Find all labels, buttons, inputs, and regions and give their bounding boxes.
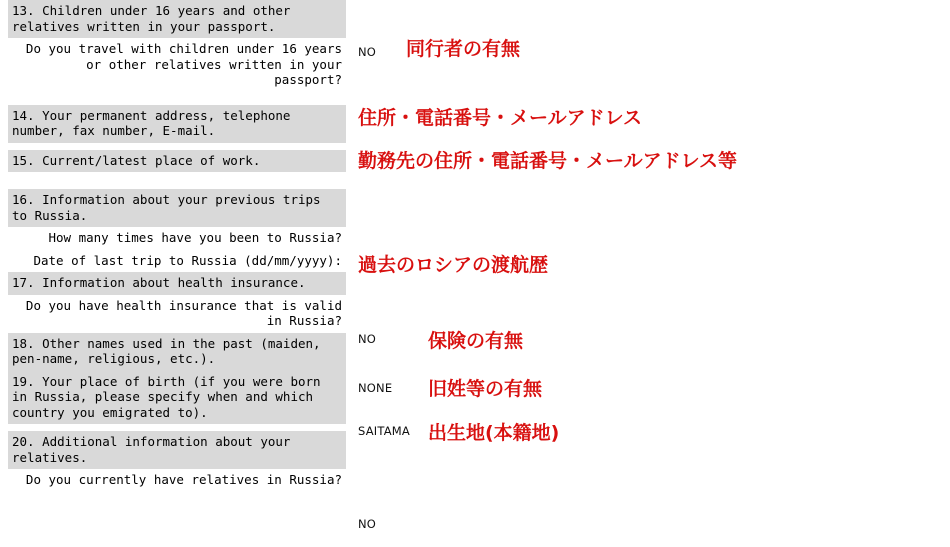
annotation-question-16: 過去のロシアの渡航歴 [358,254,549,276]
annotation-question-19: 出生地(本籍地) [428,422,560,444]
question-17-heading: 17. Information about health insurance. [8,272,346,295]
question-14-heading: 14. Your permanent address, telephone number, fax number, E-mail. [8,105,346,143]
question-17-subquestion: Do you have health insurance that is valid in Russia? [8,295,346,333]
question-18-heading: 18. Other names used in the past (maiden, pen-name, religious, etc.). [8,333,346,371]
question-15-heading: 15. Current/latest place of work. [8,150,346,173]
answer-question-17: NO [358,332,377,346]
spacer-1 [8,92,346,105]
question-13-heading: 13. Children under 16 years and other relatives written in your passport. [8,0,346,38]
annotation-question-17: 保険の有無 [428,330,524,352]
question-column [8,0,346,492]
answer-question-13: NO [358,45,377,59]
spacer-2 [8,143,346,150]
question-16-subquestion-count: How many times have you been to Russia? [8,227,346,250]
answer-question-20: NO [358,517,377,531]
question-16-subquestion-date: Date of last trip to Russia (dd/mm/yyyy): [8,250,346,273]
annotation-question-13: 同行者の有無 [406,38,521,60]
answer-question-19: SAITAMA [358,424,410,438]
question-16-heading: 16. Information about your previous trips to Russia. [8,189,346,227]
question-13-subquestion: Do you travel with children under 16 years or other relatives written in your passport? [8,38,346,92]
question-19-heading: 19. Your place of birth (if you were born in Russia, please specify when and which country you emigrated to). [8,371,346,425]
annotation-question-15: 勤務先の住所・電話番号・メールアドレス等 [358,150,738,172]
spacer-3 [8,172,346,189]
annotation-question-14: 住所・電話番号・メールアドレス [358,107,643,129]
question-20-heading: 20. Additional information about your relatives. [8,431,346,469]
answer-question-18: NONE [358,381,393,395]
annotation-question-18: 旧姓等の有無 [428,378,543,400]
spacer-4 [8,424,346,431]
question-20-subquestion: Do you currently have relatives in Russia? [8,469,346,492]
